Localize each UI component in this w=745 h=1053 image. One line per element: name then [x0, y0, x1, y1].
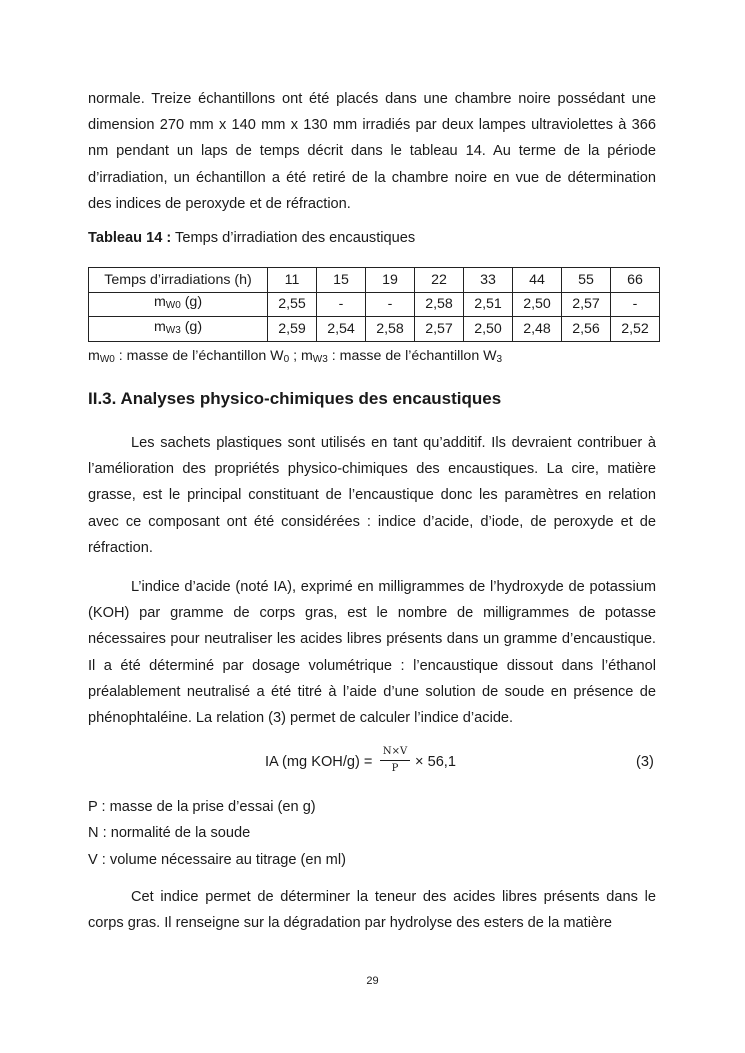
row-label-unit: (g) — [180, 318, 203, 335]
note-part: m — [88, 348, 100, 364]
time-cell: 19 — [366, 268, 415, 293]
table-header-cell: Temps d’irradiations (h) — [89, 268, 268, 293]
table-row — [89, 292, 660, 317]
definition-item: V : volume nécessaire au titrage (en ml) — [88, 851, 346, 868]
note-sub: W3 — [312, 354, 328, 365]
definition-item: N : normalité de la soude — [88, 825, 251, 842]
row-label-mw0 — [89, 292, 268, 317]
note-sub: W0 — [99, 354, 115, 365]
table-caption — [88, 228, 415, 248]
row-label-sub: W0 — [165, 300, 181, 312]
note-part: ; m — [289, 348, 313, 364]
value-cell: 2,56 — [562, 317, 611, 342]
paragraph-acid-index: L’indice d’acide (noté IA), exprimé en milligrammes de l’hydroxyde de potassium (KOH) par gramme de corps gras, est le nombre de milligrammes de potasse nécessaires pour neutraliser les acides libres présents dans un gramme d’encaustique. Il a été déterminé par dosage volumétrique : l’encaustique dissout dans l’éthanol préalablement neutralisé a été titré à l’aide d’une solution de soude en présence de phénophtaléine. La relation (3) permet de calculer l’indice d’acide. — [88, 579, 656, 727]
time-cell: 66 — [611, 268, 660, 293]
row-label-unit: (g) — [180, 294, 203, 311]
table-caption-text: Temps d’irradiation des encaustiques — [171, 230, 416, 246]
equation-number: (3) — [636, 754, 654, 770]
time-cell: 15 — [317, 268, 366, 293]
time-cell: 11 — [268, 268, 317, 293]
value-cell: 2,48 — [513, 317, 562, 342]
definition-item: P : masse de la prise d’essai (en g) — [88, 799, 316, 815]
value-cell: 2,54 — [317, 317, 366, 342]
time-cell: 22 — [415, 268, 464, 293]
note-part: : masse de l’échantillon W — [327, 348, 497, 364]
value-cell: 2,59 — [268, 317, 317, 342]
value-cell: 2,58 — [415, 292, 464, 317]
variable-definitions — [88, 794, 346, 873]
value-cell: - — [611, 292, 660, 317]
value-cell: - — [366, 292, 415, 317]
table-row — [89, 268, 660, 293]
formula-lhs: IA (mg KOH/g) = — [265, 754, 373, 770]
fraction-bar — [380, 760, 410, 761]
table-row — [89, 317, 660, 342]
paragraph-acid-content: Cet indice permet de déterminer la teneur des acides libres présents dans le corps gras. Il renseigne sur la dégradation par hydrolyse des esters de la matière — [88, 889, 656, 932]
row-label-main: m — [153, 318, 166, 335]
value-cell: 2,58 — [366, 317, 415, 342]
value-cell: 2,57 — [415, 317, 464, 342]
formula-denominator: P — [391, 763, 399, 774]
note-sub: 3 — [496, 354, 503, 365]
time-cell: 33 — [464, 268, 513, 293]
formula-numerator: N×V — [382, 746, 408, 757]
section-heading: II.3. Analyses physico-chimiques des encaustiques — [88, 389, 502, 408]
formula-rhs: × 56,1 — [415, 754, 456, 770]
page-number: 29 — [366, 975, 379, 987]
row-label-mw3 — [89, 317, 268, 342]
intro-paragraph: normale. Treize échantillons ont été placés dans une chambre noire possédant une dimension 270 mm x 140 mm x 130 mm irradiés par deux lampes ultraviolettes à 366 nm pendant un laps de temps décrit dans le tableau 14. Au terme de la période d’irradiation, un échantillon a été retiré de la chambre noire en vue de détermination des indices de peroxyde et de réfraction. — [88, 91, 656, 212]
table-note — [88, 347, 502, 369]
time-cell: 55 — [562, 268, 611, 293]
note-sub: 0 — [283, 354, 290, 365]
paragraph-additives: Les sachets plastiques sont utilisés en tant qu’additif. Ils devraient contribuer à l’amélioration des propriétés physico-chimiques des encaustiques. La cire, matière grasse, est le principal constituant de l’encaustique donc les paramètres en relation avec ce composant ont été considérées : indice d’acide, d’iode, de peroxyde et de réfraction. — [88, 435, 656, 556]
formula-fraction — [380, 746, 410, 775]
value-cell: 2,50 — [464, 317, 513, 342]
row-label-main: m — [153, 294, 166, 311]
value-cell: 2,51 — [464, 292, 513, 317]
note-part: : masse de l’échantillon W — [114, 348, 284, 364]
time-cell: 44 — [513, 268, 562, 293]
value-cell: 2,50 — [513, 292, 562, 317]
value-cell: - — [317, 292, 366, 317]
table-caption-label: Tableau 14 : — [88, 230, 172, 246]
value-cell: 2,52 — [611, 317, 660, 342]
value-cell: 2,55 — [268, 292, 317, 317]
value-cell: 2,57 — [562, 292, 611, 317]
irradiation-table — [88, 267, 660, 342]
row-label-sub: W3 — [165, 324, 181, 336]
